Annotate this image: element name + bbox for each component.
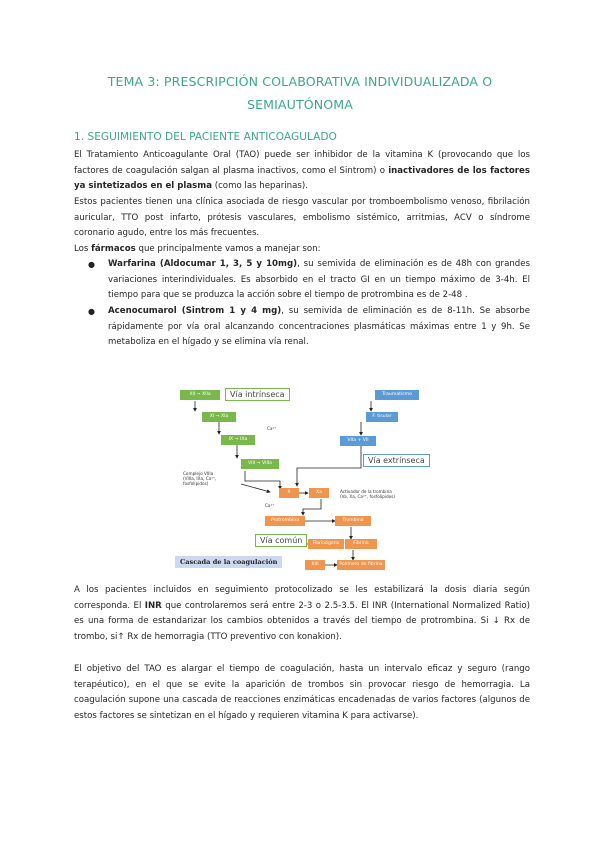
label-via-extrinseca: Vía extrínseca — [363, 454, 430, 467]
paragraph-tao — [74, 148, 530, 195]
paragraph-farmacos — [74, 242, 530, 258]
paragraph-inr — [74, 583, 530, 645]
list-item-acenocumarol-bold: Acenocumarol (Sintrom 1 y 4 mg) — [108, 306, 282, 316]
paragraph-tao-a: El Tratamiento Anticoagulante Oral (TAO) puede ser inhibidor de la vitamina K (provocando que los factores de coagulación salgan al plasma inactivos, como el Sintrom) o — [74, 150, 530, 176]
label-complejo-viiia: Complejo VIIIa (VIIIa, IXa, Ca²⁺, fosfolípidos) — [183, 471, 217, 486]
diagram-caption: Cascada de la coagulación — [175, 556, 282, 568]
paragraph-inr-bold: INR — [144, 600, 162, 611]
page-title-line-1: TEMA 3: PRESCRIPCIÓN COLABORATIVA INDIVIDUALIZADA O — [107, 74, 493, 89]
list-item-warfarina — [108, 257, 530, 304]
page-title-line-2: SEMIAUTÓNOMA — [247, 97, 353, 112]
box-fibrina: Fibrina — [345, 539, 377, 549]
paragraph-tao-bold: inactivadores de los factores ya sintetizados en el plasma — [74, 165, 530, 192]
paragraph-tao-c: (como las heparinas). — [212, 181, 308, 192]
box-factor-xii: XII → XIIa — [180, 390, 220, 400]
box-factor-xiii: XIII — [305, 560, 325, 570]
paragraph-clinica: Estos pacientes tienen una clínica asociada de riesgo vascular por tromboembolismo venoso, fibrilación auricular, TTO post infarto, prótesis vasculares, embolismo sistémico, arritmias, ACV o síndrome coronario agudo, entre los más frecuentes. — [74, 197, 530, 239]
paragraph-inr-a: A los pacientes incluidos en seguimiento protocolizado se les estabilizará la dosis diaria según corresponda. El — [74, 585, 530, 611]
box-fibrinogeno: Fibrinógeno — [308, 539, 344, 549]
paragraph-farmacos-bold: fármacos — [91, 244, 136, 254]
box-factor-x: X — [279, 488, 299, 498]
box-factor-vii: VIIa + VII — [340, 436, 376, 446]
paragraph-inr-c: que controlaremos será entre 2-3 o 2.5-3.5. El INR (International Normalized Ratio) es una forma de estandarizar los cambios obtenidos a través del tiempo de protrombina. Si ↓ Rx de trombo, si↑ Rx de hemorragia (TTO preventivo con konakion). — [74, 600, 530, 642]
box-traumatismo: Traumatismo — [375, 390, 419, 400]
box-factor-tisular: F. tisular — [366, 412, 398, 422]
paragraph-farmacos-a: Los — [74, 244, 92, 254]
list-item-acenocumarol-text: , su semivida de eliminación es de 8-11h. Se absorbe rápidamente por vía oral alcanzando concentraciones plasmáticas máximas entre 1 y 9h. Se metaboliza en el hígado y se elimina vía renal. — [108, 306, 531, 348]
bullet-icon: ● — [88, 260, 95, 269]
paragraph-farmacos-c: que principalmente vamos a manejar son: — [135, 244, 321, 254]
box-factor-viii: VIII → VIIIa — [241, 459, 279, 469]
list-item-warfarina-bold: Warfarina (Aldocumar 1, 3, 5 y 10mg) — [108, 259, 298, 269]
label-calcium-2: Ca²⁺ — [265, 503, 275, 508]
box-trombina: Trombina — [335, 516, 371, 526]
list-item-warfarina-text: , su semivida de eliminación es de 48h con grandes variaciones interindividuales. Es absorbido en el tracto GI en un tiempo máximo de 3-4h. El tiempo para que se produzca la acción sobre el tiempo de protrombina es de 2-48 . — [108, 259, 530, 301]
list-item-acenocumarol — [108, 304, 530, 351]
arrow-complejo-x — [241, 484, 270, 492]
arrow-vii-x — [297, 446, 361, 486]
label-via-intrinseca: Vía intrínseca — [225, 388, 290, 401]
box-factor-ix: IX → IXa — [221, 435, 255, 445]
coagulation-cascade-diagram — [175, 378, 430, 572]
box-polimero-fibrina: Polímero de fibrina — [337, 560, 385, 570]
box-protrombina: Protrombina — [265, 516, 305, 526]
label-activador-trombina: Activador de la trombina (Va, Xa, Ca²⁺, fosfolípidos) — [340, 489, 395, 499]
bullet-icon: ● — [88, 307, 95, 316]
box-factor-xa: Xa — [309, 488, 329, 498]
label-via-comun: Vía común — [255, 534, 307, 547]
section-heading: 1. SEGUIMIENTO DEL PACIENTE ANTICOAGULADO — [74, 131, 337, 143]
arrow-xa-protrombina — [303, 499, 321, 515]
box-factor-xi: XI → XIa — [202, 412, 236, 422]
paragraph-objetivo: El objetivo del TAO es alargar el tiempo de coagulación, hasta un intervalo eficaz y seguro (rango terapéutico), en el que se evite la aparición de trombos sin provocar riesgo de hemorragia. La coagulación supone una cascada de reacciones enzimáticas encadenadas de varios factores (algunos de estos factores se sintetizan en el hígado y requieren vitamina K para activarse). — [74, 664, 530, 721]
label-calcium-1: Ca²⁺ — [267, 426, 277, 431]
